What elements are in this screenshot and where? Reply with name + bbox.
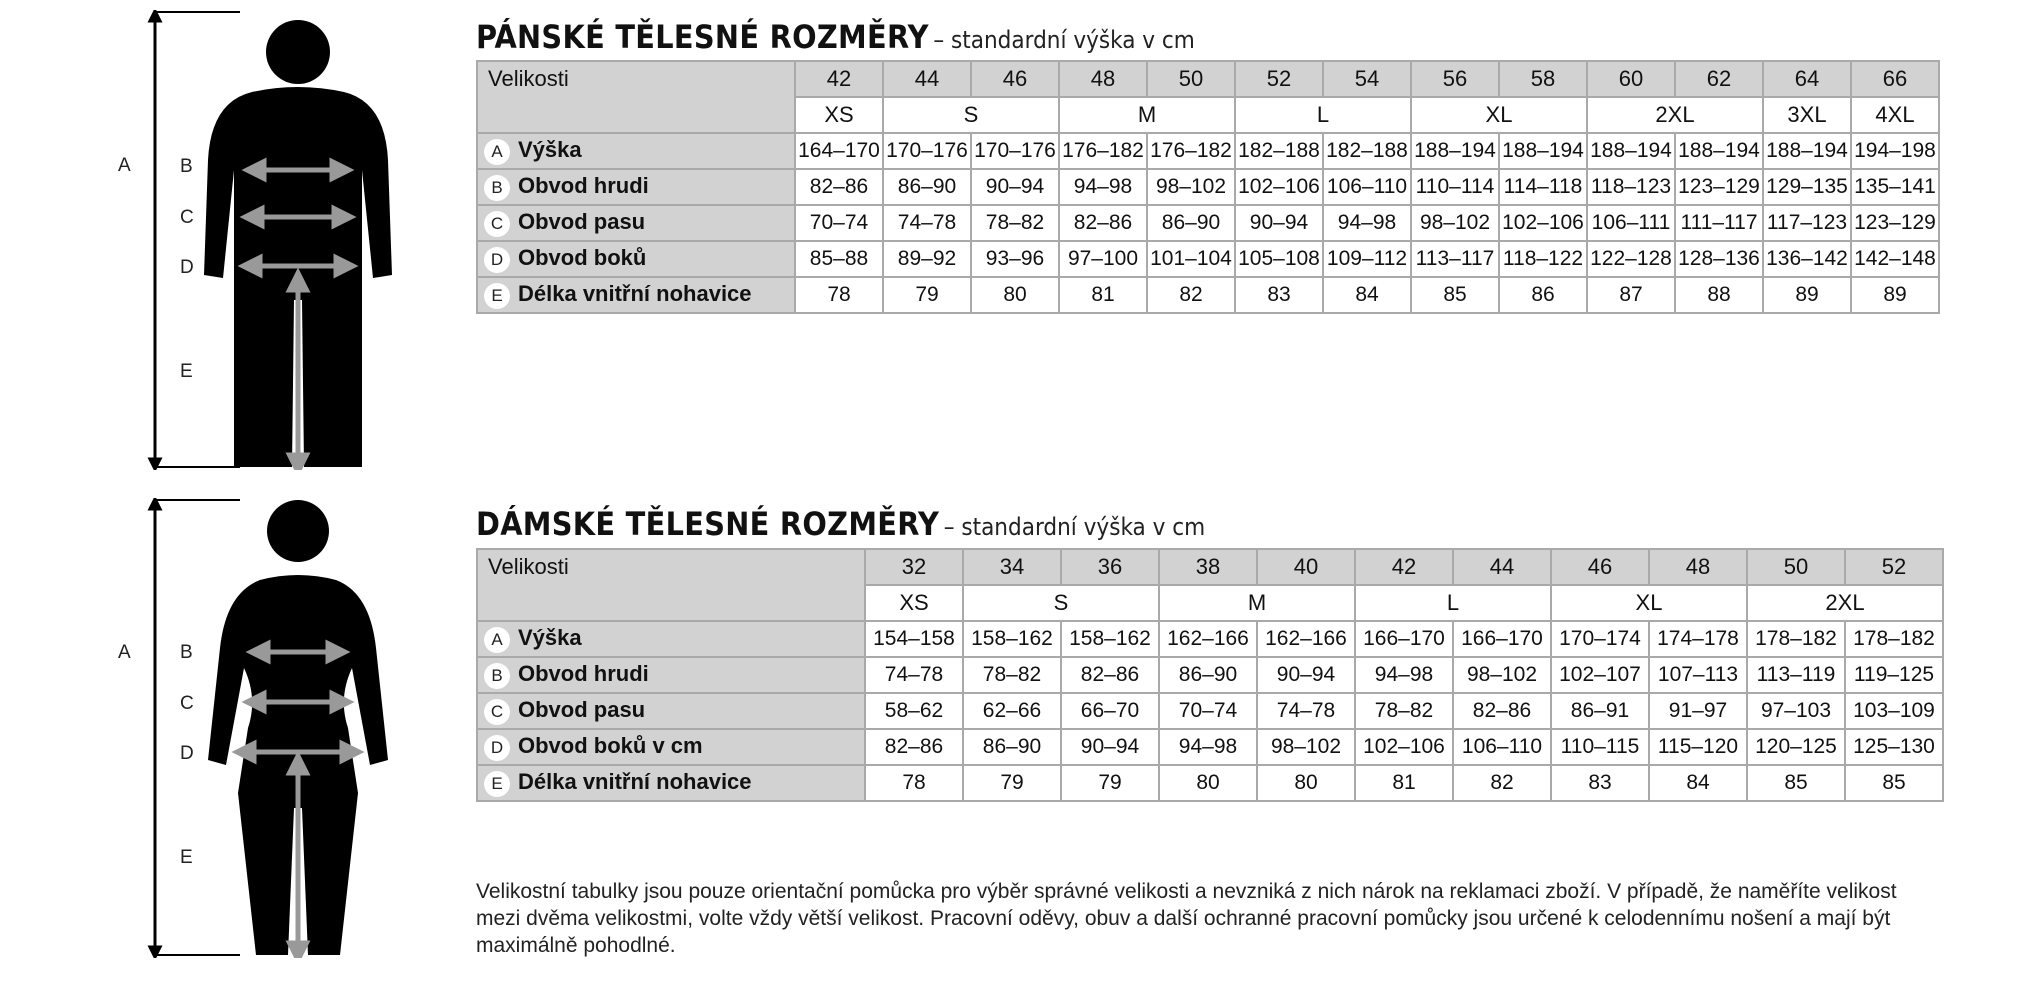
measurement-label-cell: [477, 277, 795, 313]
measurement-value: 162–166: [1159, 621, 1257, 657]
measurement-value: 74–78: [865, 657, 963, 693]
measurement-label: Obvod pasu: [518, 209, 646, 235]
measurement-value: 87: [1587, 277, 1675, 313]
measurement-value: 82–86: [1059, 205, 1147, 241]
size-cell: 44: [883, 61, 971, 97]
measurement-value: 78: [865, 765, 963, 801]
measurement-value: 94–98: [1323, 205, 1411, 241]
measurement-value: 170–176: [971, 133, 1059, 169]
size-cell: 48: [1649, 549, 1747, 585]
size-category-cell: L: [1355, 585, 1551, 621]
measurement-label: Výška: [518, 137, 582, 163]
measurement-value: 82–86: [795, 169, 883, 205]
measurement-value: 102–106: [1355, 729, 1453, 765]
measurement-label: Obvod boků v cm: [518, 733, 703, 759]
size-cell: 38: [1159, 549, 1257, 585]
size-cell: 52: [1845, 549, 1943, 585]
measurement-value: 106–110: [1323, 169, 1411, 205]
measurement-row: [477, 729, 1943, 765]
measurement-value: 142–148: [1851, 241, 1939, 277]
measurement-label-cell: [477, 133, 795, 169]
size-cell: 46: [1551, 549, 1649, 585]
measurement-value: 102–107: [1551, 657, 1649, 693]
measurement-letter-badge: C: [484, 699, 510, 725]
measurement-value: 81: [1355, 765, 1453, 801]
size-category-cell: XL: [1551, 585, 1747, 621]
measurement-value: 70–74: [795, 205, 883, 241]
measurement-value: 78–82: [971, 205, 1059, 241]
size-cell: 66: [1851, 61, 1939, 97]
measurement-row: [477, 277, 1939, 313]
measurement-value: 90–94: [971, 169, 1059, 205]
measurement-value: 174–178: [1649, 621, 1747, 657]
measurement-value: 188–194: [1499, 133, 1587, 169]
measurement-value: 158–162: [1061, 621, 1159, 657]
measurement-value: 81: [1059, 277, 1147, 313]
measurement-value: 129–135: [1763, 169, 1851, 205]
measurement-value: 85: [1411, 277, 1499, 313]
measurement-label: Výška: [518, 625, 582, 651]
size-cell: 60: [1587, 61, 1675, 97]
measurement-value: 188–194: [1675, 133, 1763, 169]
measurement-label-cell: [477, 241, 795, 277]
measurement-letter-badge: E: [484, 283, 510, 309]
measurement-value: 94–98: [1159, 729, 1257, 765]
measurement-value: 83: [1235, 277, 1323, 313]
footnote: Velikostní tabulky jsou pouze orientační pomůcka pro výběr správné velikosti a nevzniká z nich nárok na reklamaci zboží. V případě, že naměříte velikost mezi dvěma velikostmi, volte vždy větší velikost. Pracovní oděvy, obuv a další ochranné pracovní pomůcky jsou určené k celodennímu nošení a mají být maximálně pohodlné.: [476, 880, 1897, 957]
measurement-value: 118–122: [1499, 241, 1587, 277]
measurement-value: 118–123: [1587, 169, 1675, 205]
measurement-value: 83: [1551, 765, 1649, 801]
men-title: [476, 18, 1195, 56]
measurement-value: 111–117: [1675, 205, 1763, 241]
measurement-label: Obvod hrudi: [518, 173, 649, 199]
measurement-value: 78–82: [1355, 693, 1453, 729]
measurement-value: 102–106: [1235, 169, 1323, 205]
measurement-value: 88: [1675, 277, 1763, 313]
measurement-value: 78–82: [963, 657, 1061, 693]
size-cell: 34: [963, 549, 1061, 585]
size-cell: 44: [1453, 549, 1551, 585]
measurement-value: 84: [1649, 765, 1747, 801]
measurement-value: 79: [963, 765, 1061, 801]
measurement-value: 110–114: [1411, 169, 1499, 205]
measurement-value: 85: [1845, 765, 1943, 801]
measurement-value: 115–120: [1649, 729, 1747, 765]
measurement-value: 74–78: [1257, 693, 1355, 729]
measurement-value: 94–98: [1355, 657, 1453, 693]
measurement-value: 82–86: [865, 729, 963, 765]
measurement-label-cell: [477, 765, 865, 801]
measurement-value: 74–78: [883, 205, 971, 241]
measurement-value: 82: [1453, 765, 1551, 801]
measurement-value: 188–194: [1763, 133, 1851, 169]
measurement-value: 97–100: [1059, 241, 1147, 277]
measurement-value: 80: [971, 277, 1059, 313]
measurement-value: 89: [1763, 277, 1851, 313]
size-category-cell: M: [1059, 97, 1235, 133]
size-cell: 40: [1257, 549, 1355, 585]
measurement-value: 90–94: [1257, 657, 1355, 693]
measurement-value: 162–166: [1257, 621, 1355, 657]
measurement-label-cell: [477, 205, 795, 241]
size-cell: 50: [1147, 61, 1235, 97]
men-letter-a: A: [118, 155, 131, 176]
size-cell: 36: [1061, 549, 1159, 585]
measurement-value: 128–136: [1675, 241, 1763, 277]
measurement-value: 62–66: [963, 693, 1061, 729]
women-title-main: DÁMSKÉ TĚLESNÉ ROZMĚRY: [476, 505, 940, 543]
measurement-value: 82–86: [1061, 657, 1159, 693]
size-cell: 58: [1499, 61, 1587, 97]
measurement-value: 182–188: [1323, 133, 1411, 169]
figure-head: [266, 20, 330, 84]
women-figure: [130, 498, 400, 958]
measurement-value: 106–111: [1587, 205, 1675, 241]
measurement-value: 188–194: [1411, 133, 1499, 169]
measurement-row: [477, 621, 1943, 657]
measurement-value: 158–162: [963, 621, 1061, 657]
measurement-value: 79: [883, 277, 971, 313]
measurement-value: 109–112: [1323, 241, 1411, 277]
measurement-value: 178–182: [1747, 621, 1845, 657]
measurement-value: 86–90: [963, 729, 1061, 765]
measurement-value: 166–170: [1453, 621, 1551, 657]
measurement-value: 84: [1323, 277, 1411, 313]
men-title-main: PÁNSKÉ TĚLESNÉ ROZMĚRY: [476, 18, 929, 56]
measurement-value: 113–119: [1747, 657, 1845, 693]
measurement-value: 135–141: [1851, 169, 1939, 205]
men-size-table: [476, 60, 1940, 314]
measurement-value: 114–118: [1499, 169, 1587, 205]
men-figure: [130, 10, 400, 470]
size-category-cell: L: [1235, 97, 1411, 133]
men-letter-d: D: [180, 257, 194, 278]
measurement-value: 98–102: [1411, 205, 1499, 241]
measurement-value: 91–97: [1649, 693, 1747, 729]
measurement-value: 94–98: [1059, 169, 1147, 205]
size-category-cell: 2XL: [1747, 585, 1943, 621]
women-letter-e: E: [180, 847, 193, 868]
measurement-value: 178–182: [1845, 621, 1943, 657]
measurement-value: 82: [1147, 277, 1235, 313]
measurement-value: 80: [1257, 765, 1355, 801]
measurement-label-cell: [477, 621, 865, 657]
size-cell: 42: [795, 61, 883, 97]
measurement-value: 176–182: [1059, 133, 1147, 169]
measurement-value: 79: [1061, 765, 1159, 801]
men-letter-b: B: [180, 156, 193, 177]
measurement-value: 106–110: [1453, 729, 1551, 765]
measurement-value: 170–176: [883, 133, 971, 169]
measurement-value: 194–198: [1851, 133, 1939, 169]
women-letter-c: C: [180, 693, 194, 714]
measurement-value: 102–106: [1499, 205, 1587, 241]
size-category-cell: XS: [865, 585, 963, 621]
measurement-letter-badge: B: [484, 663, 510, 689]
measurement-value: 80: [1159, 765, 1257, 801]
measurement-value: 107–113: [1649, 657, 1747, 693]
measurement-value: 123–129: [1675, 169, 1763, 205]
measurement-label-cell: [477, 693, 865, 729]
measurement-value: 123–129: [1851, 205, 1939, 241]
measurement-value: 86–90: [1159, 657, 1257, 693]
size-category-cell: XS: [795, 97, 883, 133]
size-cell: 52: [1235, 61, 1323, 97]
size-category-cell: M: [1159, 585, 1355, 621]
measurement-label: Délka vnitřní nohavice: [518, 281, 752, 307]
measurement-letter-badge: D: [484, 735, 510, 761]
size-row: [477, 61, 1939, 97]
measurement-value: 120–125: [1747, 729, 1845, 765]
measurement-row: [477, 205, 1939, 241]
size-cell: 32: [865, 549, 963, 585]
sizes-header-label: Velikosti: [477, 549, 865, 621]
measurement-value: 170–174: [1551, 621, 1649, 657]
measurement-row: [477, 241, 1939, 277]
men-letter-c: C: [180, 207, 194, 228]
size-category-cell: 4XL: [1851, 97, 1939, 133]
measurement-letter-badge: D: [484, 247, 510, 273]
measurement-value: 97–103: [1747, 693, 1845, 729]
women-size-table: [476, 548, 1944, 802]
measurement-value: 125–130: [1845, 729, 1943, 765]
measurement-label: Obvod boků: [518, 245, 647, 271]
measurement-value: 113–117: [1411, 241, 1499, 277]
measurement-letter-badge: A: [484, 627, 510, 653]
measurement-value: 86–90: [883, 169, 971, 205]
measurement-value: 89: [1851, 277, 1939, 313]
measurement-value: 86–90: [1147, 205, 1235, 241]
measurement-row: [477, 657, 1943, 693]
women-letter-a: A: [118, 642, 131, 663]
size-cell: 46: [971, 61, 1059, 97]
measurement-value: 188–194: [1587, 133, 1675, 169]
measurement-label: Délka vnitřní nohavice: [518, 769, 752, 795]
measurement-value: 164–170: [795, 133, 883, 169]
measurement-value: 85: [1747, 765, 1845, 801]
sizes-header-label: Velikosti: [477, 61, 795, 133]
size-row: [477, 549, 1943, 585]
measurement-value: 86: [1499, 277, 1587, 313]
measurement-value: 78: [795, 277, 883, 313]
size-category-cell: 3XL: [1763, 97, 1851, 133]
measurement-letter-badge: E: [484, 771, 510, 797]
size-category-cell: S: [963, 585, 1159, 621]
size-cell: 64: [1763, 61, 1851, 97]
size-cell: 48: [1059, 61, 1147, 97]
size-category-cell: S: [883, 97, 1059, 133]
measurement-value: 70–74: [1159, 693, 1257, 729]
measurement-value: 154–158: [865, 621, 963, 657]
measurement-row: [477, 765, 1943, 801]
figure-head: [267, 500, 329, 562]
measurement-value: 136–142: [1763, 241, 1851, 277]
measurement-value: 166–170: [1355, 621, 1453, 657]
measurement-label-cell: [477, 169, 795, 205]
measurement-label-cell: [477, 657, 865, 693]
measurement-value: 66–70: [1061, 693, 1159, 729]
measurement-value: 122–128: [1587, 241, 1675, 277]
size-cell: 56: [1411, 61, 1499, 97]
size-cell: 50: [1747, 549, 1845, 585]
size-cell: 42: [1355, 549, 1453, 585]
measurement-value: 90–94: [1061, 729, 1159, 765]
measurement-value: 98–102: [1257, 729, 1355, 765]
measurement-value: 89–92: [883, 241, 971, 277]
measurement-value: 105–108: [1235, 241, 1323, 277]
measurement-value: 58–62: [865, 693, 963, 729]
measurement-value: 98–102: [1147, 169, 1235, 205]
measurement-letter-badge: B: [484, 175, 510, 201]
size-category-cell: XL: [1411, 97, 1587, 133]
measurement-value: 117–123: [1763, 205, 1851, 241]
measurement-letter-badge: A: [484, 139, 510, 165]
size-cell: 54: [1323, 61, 1411, 97]
women-letter-b: B: [180, 642, 193, 663]
men-letter-e: E: [180, 361, 193, 382]
measurement-value: 93–96: [971, 241, 1059, 277]
size-cell: 62: [1675, 61, 1763, 97]
measurement-label: Obvod hrudi: [518, 661, 649, 687]
measurement-row: [477, 133, 1939, 169]
measurement-value: 85–88: [795, 241, 883, 277]
measurement-letter-badge: C: [484, 211, 510, 237]
measurement-value: 182–188: [1235, 133, 1323, 169]
measurement-value: 98–102: [1453, 657, 1551, 693]
women-letter-d: D: [180, 743, 194, 764]
women-title-sub: – standardní výška v cm: [943, 513, 1206, 541]
measurement-label-cell: [477, 729, 865, 765]
measurement-value: 82–86: [1453, 693, 1551, 729]
measurement-label: Obvod pasu: [518, 697, 646, 723]
measurement-row: [477, 169, 1939, 205]
size-category-cell: 2XL: [1587, 97, 1763, 133]
measurement-value: 119–125: [1845, 657, 1943, 693]
measurement-value: 103–109: [1845, 693, 1943, 729]
men-title-sub: – standardní výška v cm: [933, 26, 1195, 54]
measurement-value: 176–182: [1147, 133, 1235, 169]
measurement-value: 86–91: [1551, 693, 1649, 729]
measurement-value: 110–115: [1551, 729, 1649, 765]
measurement-value: 101–104: [1147, 241, 1235, 277]
measurement-value: 90–94: [1235, 205, 1323, 241]
measurement-row: [477, 693, 1943, 729]
women-title: [476, 505, 1205, 543]
